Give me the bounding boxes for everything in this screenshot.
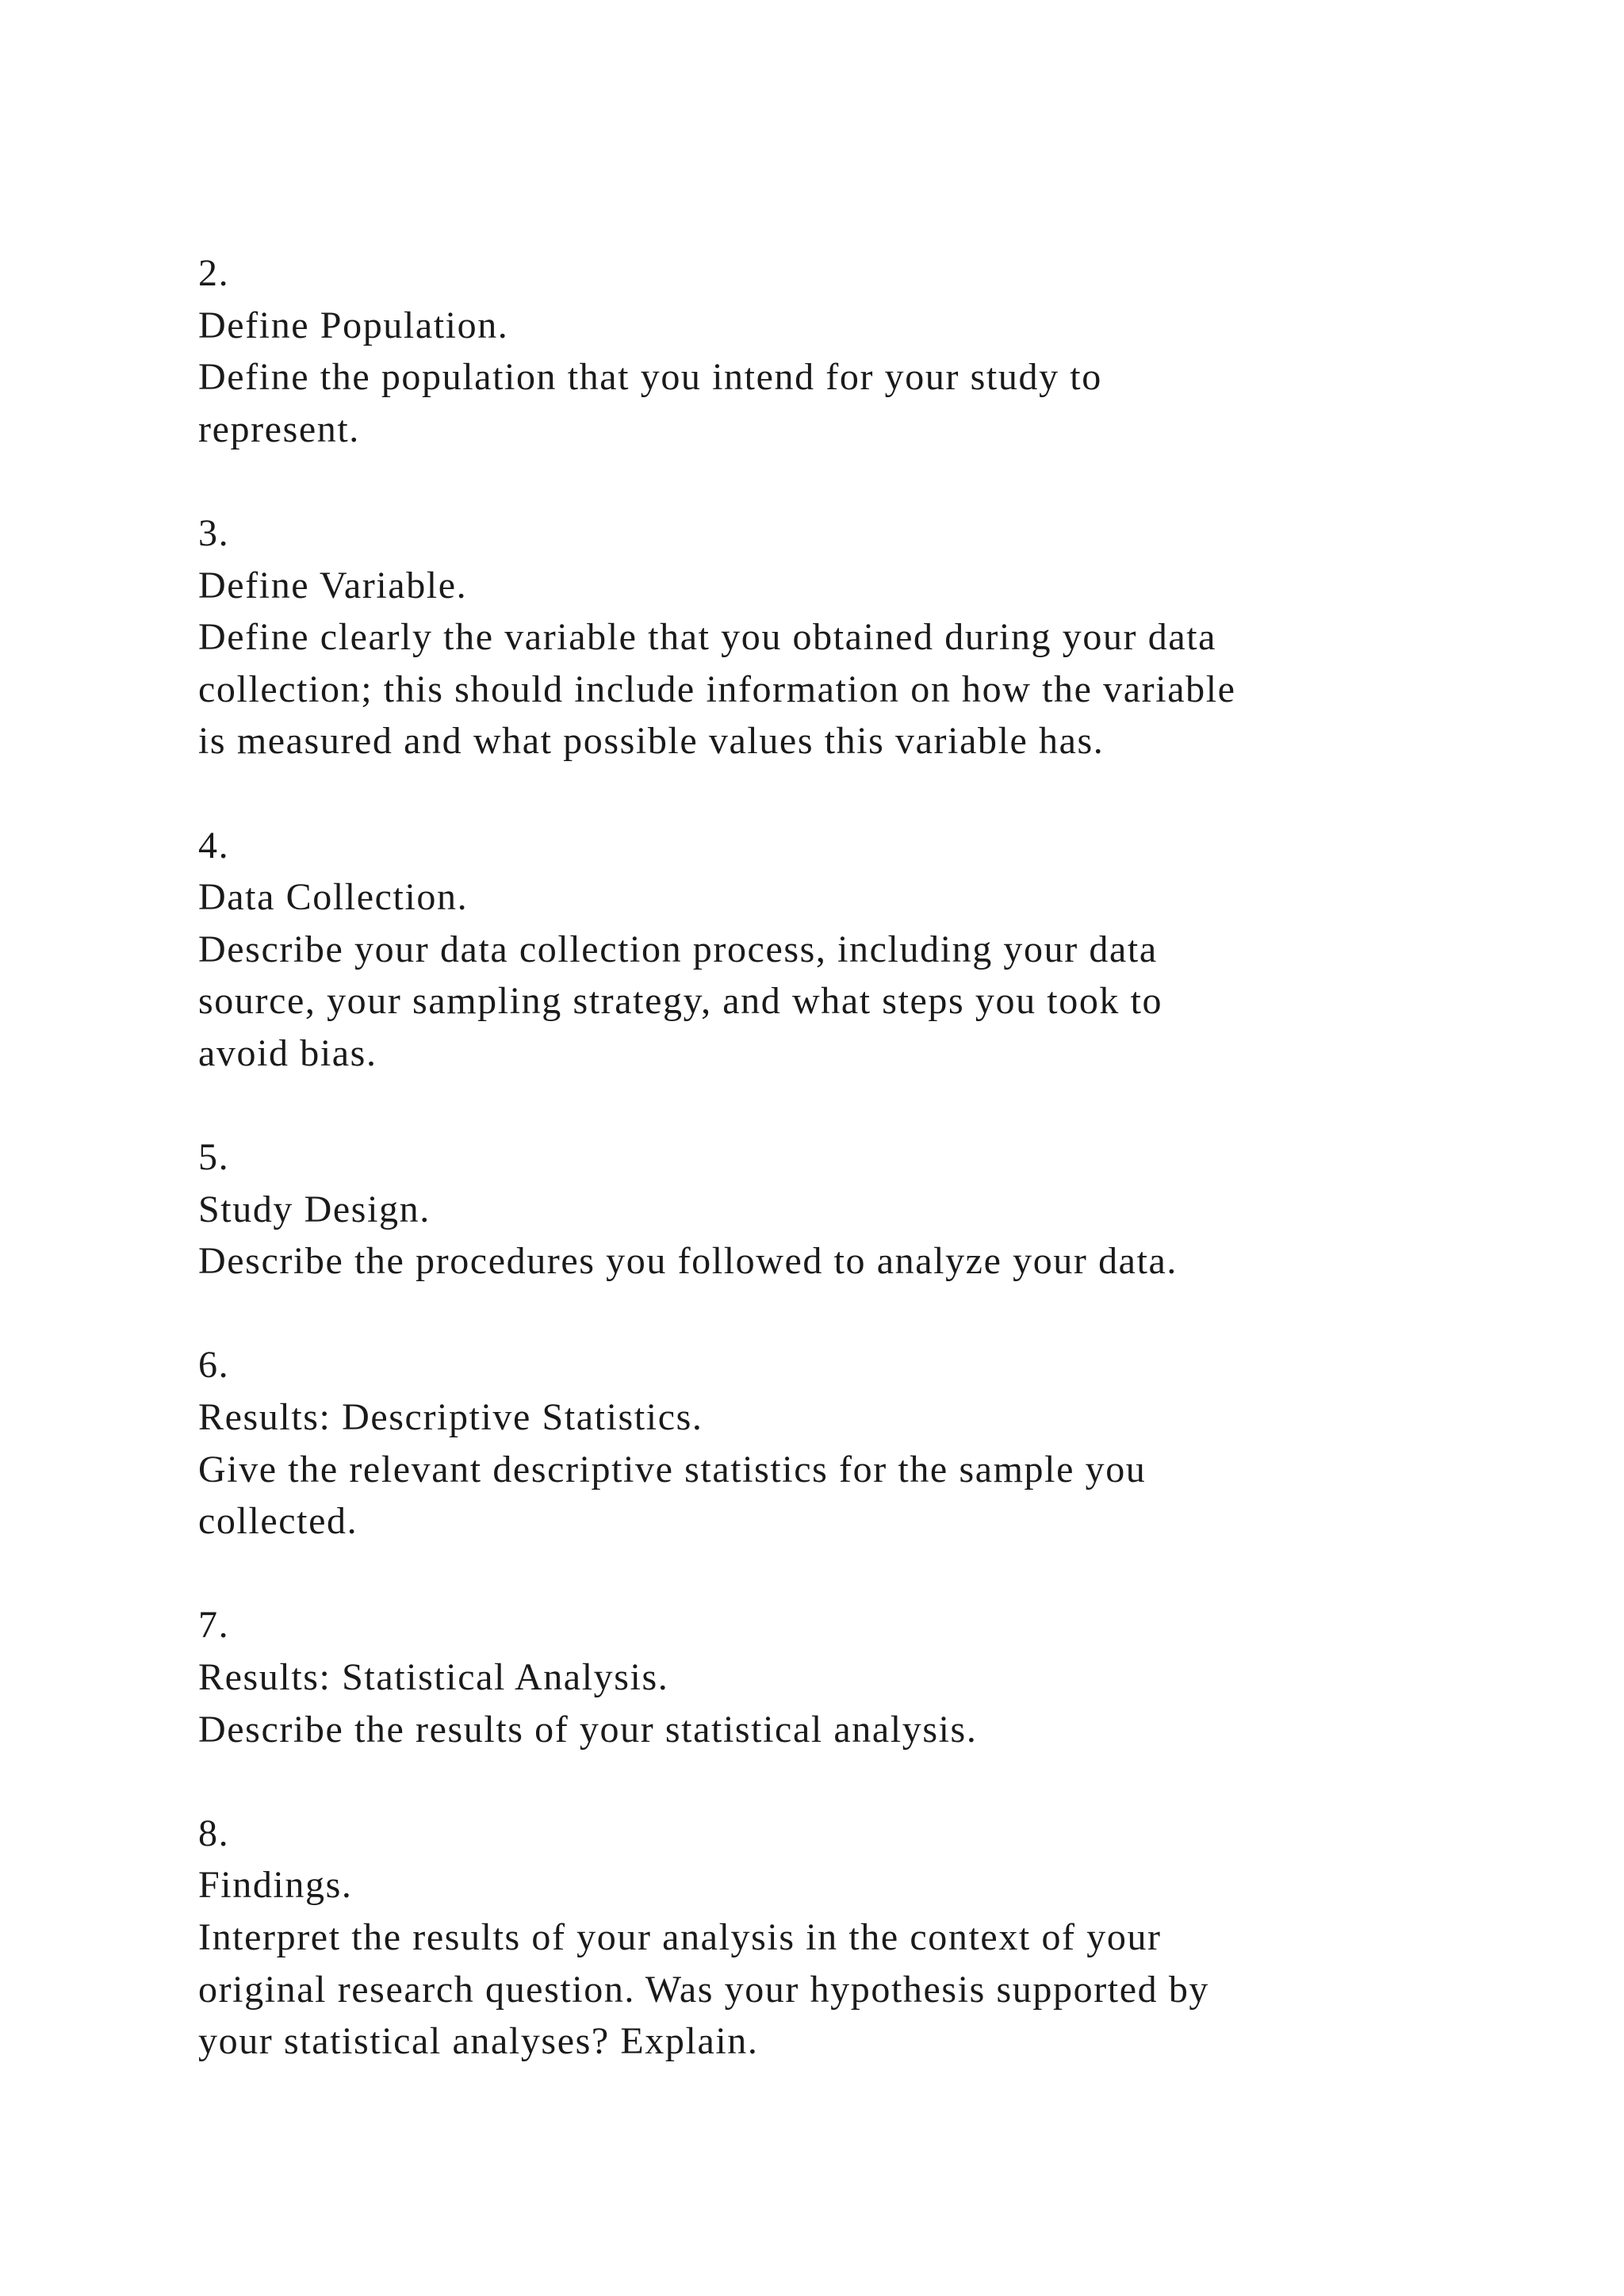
- section-findings: [198, 1808, 1507, 2068]
- section-number: 3.: [198, 511, 230, 554]
- section-heading: Study Design.: [198, 1188, 431, 1230]
- section-body-line: Give the relevant descriptive statistics for the sample you: [198, 1448, 1147, 1490]
- section-body-line: represent.: [198, 408, 360, 450]
- section-number: 4.: [198, 824, 230, 867]
- section-body-line: Interpret the results of your analysis in the context of your: [198, 1916, 1162, 1958]
- section-body-line: collected.: [198, 1500, 358, 1543]
- section-body-line: Define clearly the variable that you obtained during your data: [198, 616, 1217, 659]
- section-heading: Results: Statistical Analysis.: [198, 1656, 669, 1699]
- section-data-collection: [198, 820, 1507, 1080]
- section-number: 2.: [198, 252, 230, 294]
- section-body-line: source, your sampling strategy, and what steps you took to: [198, 980, 1163, 1023]
- section-define-variable: [198, 507, 1507, 767]
- document-body: [198, 247, 1507, 2119]
- section-statistical-analysis: [198, 1599, 1507, 1755]
- section-body-line: Define the population that you intend for your study to: [198, 356, 1102, 399]
- section-descriptive-statistics: [198, 1339, 1507, 1547]
- section-body-line: original research question. Was your hypothesis supported by: [198, 1968, 1210, 2011]
- section-number: 7.: [198, 1604, 230, 1647]
- section-body-line: Describe your data collection process, including your data: [198, 928, 1158, 970]
- section-number: 8.: [198, 1812, 230, 1854]
- section-body-line: collection; this should include information on how the variable: [198, 668, 1236, 710]
- section-body-line: Describe the procedures you followed to analyze your data.: [198, 1240, 1178, 1283]
- section-body-line: your statistical analyses? Explain.: [198, 2020, 759, 2063]
- section-define-population: [198, 247, 1507, 455]
- section-heading: Findings.: [198, 1864, 353, 1907]
- section-study-design: [198, 1131, 1507, 1288]
- section-body-line: Describe the results of your statistical analysis.: [198, 1708, 978, 1751]
- section-body-line: is measured and what possible values this variable has.: [198, 720, 1105, 763]
- section-body-line: avoid bias.: [198, 1031, 377, 1074]
- section-heading: Results: Descriptive Statistics.: [198, 1396, 703, 1439]
- section-heading: Data Collection.: [198, 876, 469, 919]
- section-heading: Define Population.: [198, 304, 509, 346]
- section-number: 6.: [198, 1344, 230, 1387]
- section-heading: Define Variable.: [198, 564, 468, 607]
- section-number: 5.: [198, 1136, 230, 1179]
